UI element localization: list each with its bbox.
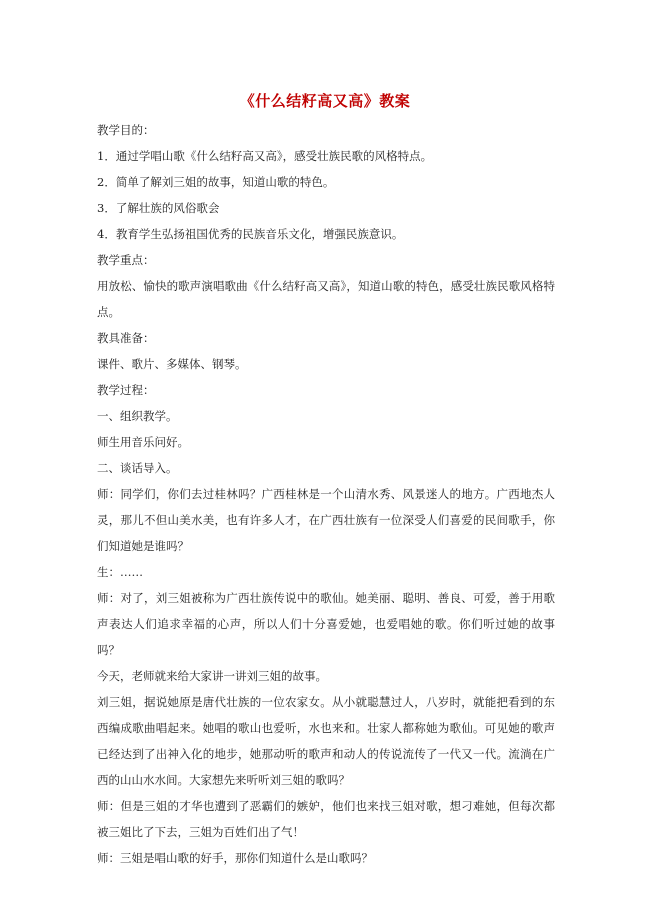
story-paragraph: 刘三姐，据说她原是唐代壮族的一位农家女。从小就聪慧过人，八岁时，就能把看到的东西编成歌曲唱起来。她唱的歌山也爱听，水也来和。壮家人都称她为歌仙。可见她的歌声已经达到了出神入化的地步，她那动听的歌声和动人的传说流传了一代又一代。流淌在广西的山山水水间。大家想先来听听刘三姐的歌吗？: [97, 695, 555, 787]
dialogue-paragraph: 师：对了，刘三姐被称为广西壮族传说中的歌仙。她美丽、聪明、善良、可爱，善于用歌声表达人们追求幸福的心声，所以人们十分喜爱她，也爱唱她的歌。你们听过她的故事吗？: [97, 591, 555, 657]
document-title: 《什么结籽高又高》教案: [239, 92, 411, 110]
section-heading-materials: 教具准备：: [97, 331, 155, 345]
process-step-1: 一、组织教学。: [97, 409, 178, 423]
materials-text: 课件、歌片、多媒体、钢琴。: [97, 357, 247, 371]
dialogue-paragraph: 今天，老师就来给大家讲一讲刘三姐的故事。: [97, 669, 327, 683]
dialogue-paragraph: 生：……: [97, 565, 143, 579]
objective-item-4: 4．教育学生弘扬祖国优秀的民族音乐文化，增强民族意识。: [97, 227, 404, 241]
section-heading-key-points: 教学重点：: [97, 253, 155, 267]
process-step-1-text: 师生用音乐问好。: [97, 435, 189, 449]
objective-item-3: 3．了解壮族的风俗歌会: [97, 201, 220, 215]
objective-item-1: 1．通过学唱山歌《什么结籽高又高》，感受壮族民歌的风格特点。: [97, 149, 433, 163]
dialogue-paragraph: 师：三姐是唱山歌的好手，那你们知道什么是山歌吗？: [97, 851, 373, 865]
section-heading-process: 教学过程：: [97, 383, 155, 397]
key-points-text: 用放松、愉快的歌声演唱歌曲《什么结籽高又高》，知道山歌的特色，感受壮族民歌风格特点。: [97, 279, 555, 319]
dialogue-paragraph: 师：同学们，你们去过桂林吗？广西桂林是一个山清水秀、风景迷人的地方。广西地杰人灵，那儿不但山美水美，也有许多人才，在广西壮族有一位深受人们喜爱的民间歌手，你们知道她是谁吗？: [97, 487, 555, 553]
section-heading-objectives: 教学目的：: [97, 123, 155, 137]
process-step-2: 二、谈话导入。: [97, 461, 178, 475]
dialogue-paragraph: 师：但是三姐的才华也遭到了恶霸们的嫉妒，他们也来找三姐对歌，想刁难她，但每次都被三姐比了下去，三姐为百姓们出了气！: [97, 799, 555, 839]
document-body: [97, 117, 555, 871]
objective-item-2: 2．简单了解刘三姐的故事，知道山歌的特色。: [97, 175, 335, 189]
